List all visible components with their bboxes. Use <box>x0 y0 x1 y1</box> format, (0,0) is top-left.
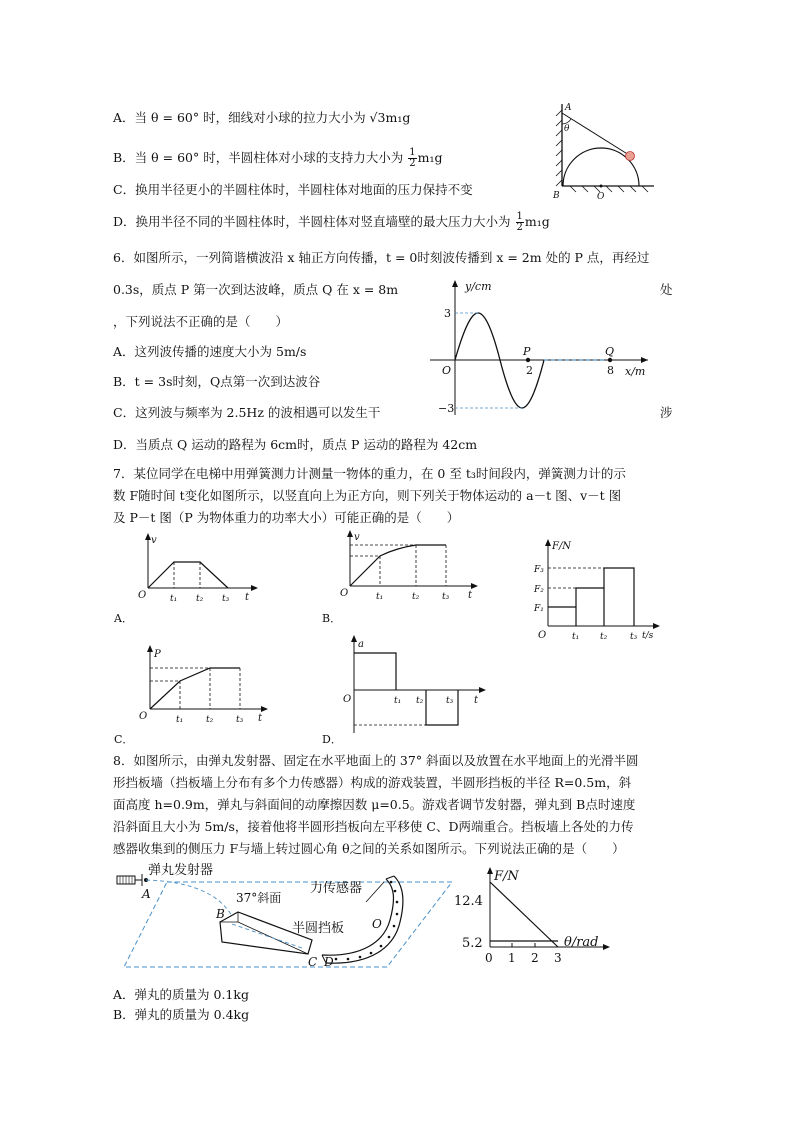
q6-wave-graph <box>420 275 660 420</box>
x-label: t <box>468 590 473 601</box>
y-tick-12-4: 12.4 <box>454 894 483 909</box>
q6-option-d: D．当质点 Q 运动的路程为 6cm时，质点 P 运动的路程为 42cm <box>113 437 478 452</box>
q8-option-b: B．弹丸的质量为 0.4kg <box>113 1007 250 1022</box>
label-o: O <box>597 192 605 202</box>
q5-option-c: C．换用半径更小的半圆柱体时，半圆柱体对地面的压力保持不变 <box>113 182 473 197</box>
y-label: F/N <box>552 541 572 552</box>
y-tick-5-2: 5.2 <box>462 936 483 951</box>
origin: O <box>139 711 148 722</box>
tick-t2: t₂ <box>206 715 214 725</box>
y-axis-label: F/N <box>494 869 519 884</box>
x-tick-3: 3 <box>554 951 562 965</box>
q6-stem-line3: ，下列说法不正确的是（ ） <box>113 314 289 329</box>
q8-stem-line4: 沿斜面且大小为 5m/s，接着他将半圆形挡板向左平移使 C、D两端重合。挡板墙上各处的力传 <box>113 819 634 834</box>
theta-label: θ <box>564 124 570 134</box>
q5-option-d-text: D．换用半径不同的半圆柱体时，半圆柱体对竖直墙壁的最大压力大小为 <box>113 214 515 229</box>
tick-t3: t₃ <box>630 632 638 642</box>
tick-t3: t₃ <box>442 592 450 602</box>
q7-force-graph <box>528 538 668 646</box>
tick-t3: t₃ <box>236 715 244 725</box>
label-b: B <box>216 907 225 921</box>
q6-option-c-tail: 涉 <box>660 405 673 420</box>
launcher-label: 弹丸发射器 <box>148 863 214 878</box>
q7-graph-d <box>318 633 498 748</box>
board-label: 半圆挡板 <box>292 921 345 936</box>
q6-stem-line1: 6．如图所示，一列简谐横波沿 x 轴正方向传播，t = 0时刻波传播到 x = 2m 处的 P 点，再经过 <box>113 250 650 265</box>
q8-option-a: A．弹丸的质量为 0.1kg <box>113 987 249 1002</box>
y-label: v <box>151 535 157 546</box>
q6-stem-line2: 0.3s，质点 P 第一次到达波峰，质点 Q 在 x = 8m <box>113 282 399 297</box>
graph-a-label: A． <box>114 612 133 625</box>
x-label: t <box>245 592 250 603</box>
tick-f2: F₂ <box>534 585 544 595</box>
q8-stem-line5: 感器收集到的侧压力 F与墙上转过圆心角 θ之间的关系如图所示。下列说法正确的是（ ） <box>113 841 625 856</box>
label-a: A <box>565 103 572 113</box>
q7-stem-line3: 及 P－t 图（P 为物体重力的功率大小）可能正确的是（ ） <box>113 510 460 525</box>
y-axis-label: y/cm <box>465 280 492 293</box>
q8-stem-line2: 形挡板墙（挡板墙上分布有多个力传感器）构成的游戏装置，半圆形挡板的半径 R=0.5m，斜 <box>113 775 632 790</box>
q5-option-a: A．当 θ = 60° 时，细线对小球的拉力大小为 √3m₁g <box>113 110 411 125</box>
tick-t2: t₂ <box>196 594 204 604</box>
graph-d-label: D． <box>322 733 342 746</box>
x-tick-0: 0 <box>485 951 493 965</box>
q5-option-b-text: B．当 θ = 60° 时，半圆柱体对小球的支持力大小为 <box>113 150 408 165</box>
origin: O <box>340 588 349 599</box>
origin-label: O <box>442 364 452 377</box>
tick-t2: t₂ <box>600 632 608 642</box>
graph-b-label: B． <box>322 612 342 625</box>
x-label: t <box>258 713 263 724</box>
label-c: C <box>308 955 318 969</box>
point-p-label: P <box>523 345 531 358</box>
tick-t1: t₁ <box>572 632 580 642</box>
point-q-label: Q <box>605 345 615 358</box>
tick-t1: t₁ <box>176 715 184 725</box>
tick-t1: t₁ <box>170 594 178 604</box>
tick-f1: F₁ <box>534 604 544 614</box>
q7-graph-a <box>108 530 268 630</box>
x-label: t <box>474 695 479 706</box>
x-axis-label: θ/rad <box>564 935 599 950</box>
tick-t2: t₂ <box>416 696 424 706</box>
q7-stem-line1: 7．某位同学在电梯中用弹簧测力计测量一物体的重力，在 0 至 t₃时间段内，弹簧测力计的示 <box>113 466 626 481</box>
tick-t3: t₃ <box>446 696 454 706</box>
origin: O <box>538 630 547 641</box>
tick-t1: t₁ <box>376 592 384 602</box>
tick-t2: t₂ <box>412 592 420 602</box>
label-a: A <box>142 887 151 901</box>
y-label: a <box>358 639 364 650</box>
origin: O <box>343 694 352 705</box>
q5-option-b: B．当 θ = 60° 时，半圆柱体对小球的支持力大小为 $\frac{1}{2}$ m₁g <box>113 147 443 169</box>
slope-label: 37°斜面 <box>236 891 282 905</box>
label-o: O <box>372 917 382 931</box>
tick-f3: F₃ <box>534 565 544 575</box>
origin: O <box>138 590 147 601</box>
y-label: P <box>154 649 161 660</box>
q5-figure <box>550 100 660 200</box>
sensor-label: 力传感器 <box>310 881 363 896</box>
label-d: D <box>324 955 334 969</box>
fraction-half: $\frac{1}{2}$ <box>409 147 416 169</box>
tick-t1: t₁ <box>394 696 402 706</box>
y-label: v <box>354 532 360 543</box>
y-tick-3: 3 <box>444 307 451 320</box>
graph-c-label: C． <box>114 733 134 746</box>
x-tick-8: 8 <box>607 364 614 377</box>
q8-force-graph <box>450 862 620 977</box>
q5-option-d: D．换用半径不同的半圆柱体时，半圆柱体对竖直墙壁的最大压力大小为 $\frac{1}{2}$ m₁g <box>113 211 550 233</box>
q6-option-b: B．t = 3s时刻，Q点第一次到达波谷 <box>113 374 321 389</box>
q7-stem-line2: 数 F随时间 t变化如图所示，以竖直向上为正方向，则下列关于物体运动的 a－t 图、v－t 图 <box>113 488 622 503</box>
fraction-half: $\frac{1}{2}$ <box>516 211 523 233</box>
y-tick-neg3: −3 <box>438 402 455 415</box>
x-tick-2: 2 <box>531 951 539 965</box>
label-b: B <box>553 191 560 201</box>
x-axis-label: x/m <box>625 365 646 378</box>
q8-stem-line3: 面高度 h=0.9m，弹丸与斜面间的动摩擦因数 μ=0.5。游戏者调节发射器，弹丸到 B点时速度 <box>113 797 636 812</box>
x-tick-1: 1 <box>508 951 516 965</box>
tick-t3: t₃ <box>222 594 230 604</box>
q6-option-c: C．这列波与频率为 2.5Hz 的波相遇可以发生干 <box>113 405 381 420</box>
q7-graph-b <box>318 528 488 628</box>
x-label: t/s <box>642 631 654 641</box>
x-tick-2: 2 <box>526 364 533 377</box>
q7-graph-c <box>108 643 278 748</box>
q6-option-a: A．这列波传播的速度大小为 5m/s <box>113 344 307 359</box>
q8-apparatus-figure <box>112 862 472 977</box>
q6-stem-line2-tail: 处 <box>660 282 673 297</box>
q8-stem-line1: 8．如图所示，由弹丸发射器、固定在水平地面上的 37° 斜面以及放置在水平地面上的光滑半圆 <box>113 753 639 768</box>
